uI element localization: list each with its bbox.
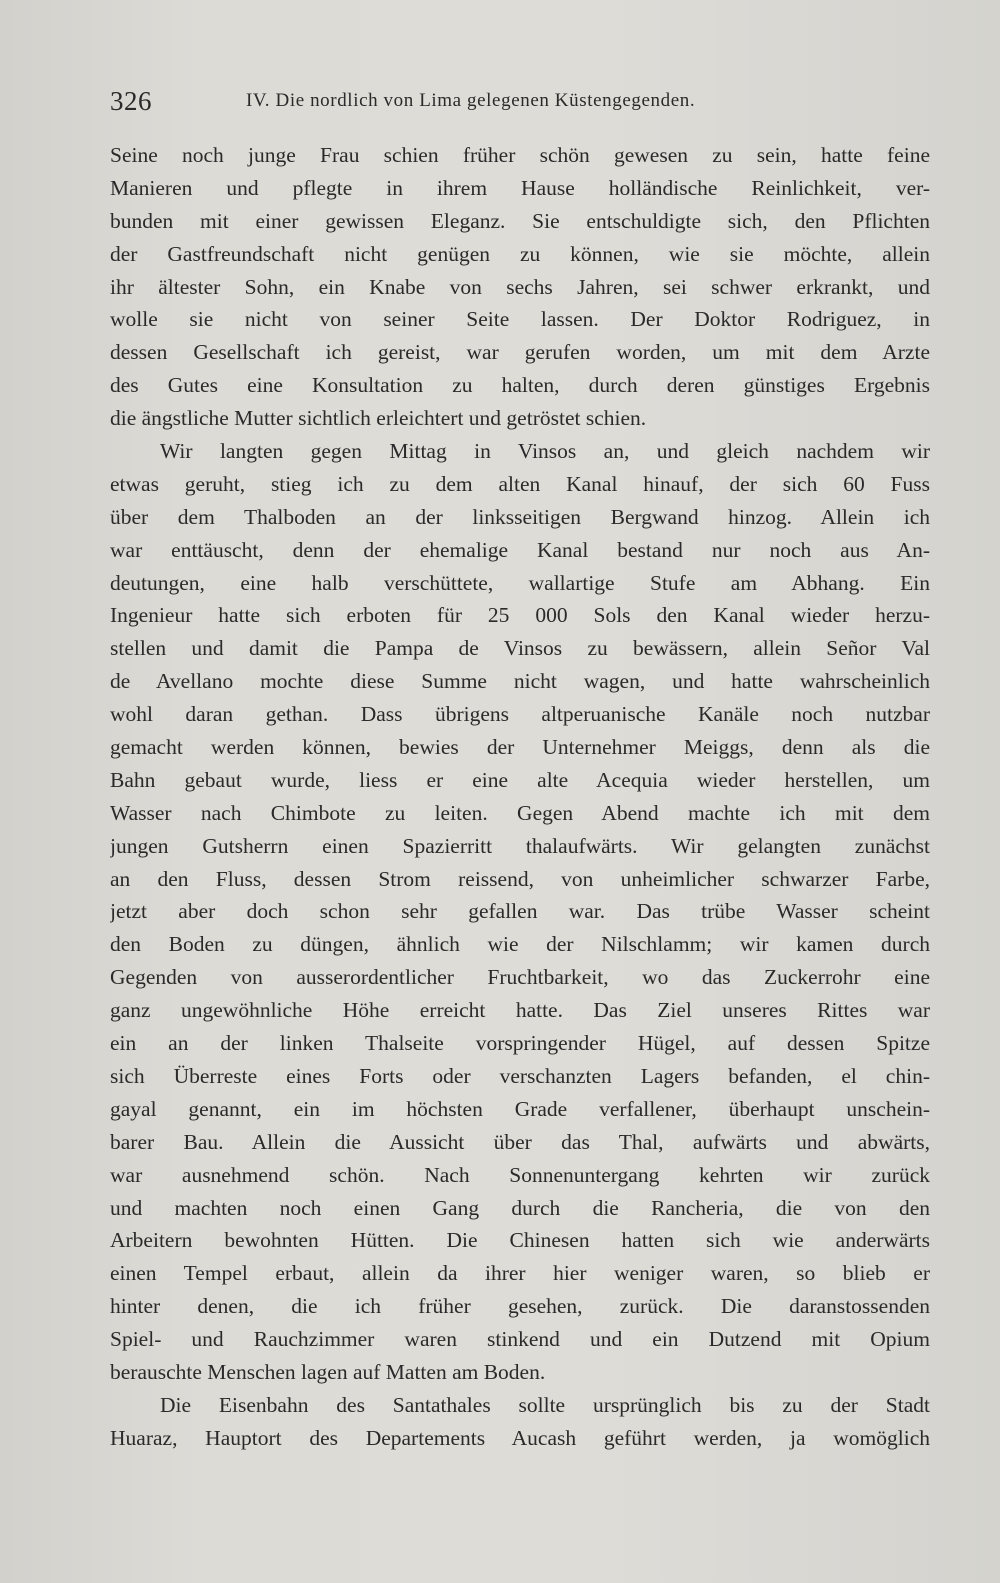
text-line: und machten noch einen Gang durch die Rancheria, die von den [110,1195,930,1220]
text-line: Wasser nach Chimbote zu leiten. Gegen Abend machte ich mit dem [110,800,930,825]
paragraph-end-line: berauschte Menschen lagen auf Matten am Boden. [110,1359,546,1384]
paragraph-start-line: Wir langten gegen Mittag in Vinsos an, und gleich nachdem wir [160,439,930,464]
text-line: Manieren und pflegte in ihrem Hause holländische Reinlichkeit, ver- [110,175,930,200]
text-line: gemacht werden können, bewies der Unternehmer Meiggs, denn als die [110,735,930,760]
text-line: bunden mit einer gewissen Eleganz. Sie entschuldigte sich, den Pflichten [110,208,930,233]
page-number: 326 [110,86,152,116]
text-line: war enttäuscht, denn der ehemalige Kanal bestand nur noch aus An- [110,537,930,562]
text-line: Bahn gebaut wurde, liess er eine alte Acequia wieder herstellen, um [110,767,930,792]
text-line: sich Überreste eines Forts oder verschanzten Lagers befanden, el chin- [110,1063,930,1088]
paragraph-end-line: die ängstliche Mutter sichtlich erleichtert und getröstet schien. [110,406,647,431]
text-line: Spiel- und Rauchzimmer waren stinkend und ein Dutzend mit Opium [110,1327,930,1352]
text-line: an den Fluss, dessen Strom reissend, von unheimlicher schwarzer Farbe, [110,866,930,891]
text-line: de Avellano mochte diese Summe nicht wagen, und hatte wahrscheinlich [110,669,930,694]
text-line: dessen Gesellschaft ich gereist, war gerufen worden, um mit dem Arzte [110,340,930,365]
text-line: Arbeitern bewohnten Hütten. Die Chinesen hatten sich wie anderwärts [110,1228,930,1253]
text-line: wolle sie nicht von seiner Seite lassen. Der Doktor Rodriguez, in [110,307,930,332]
paragraph-start-line: Die Eisenbahn des Santathales sollte ursprünglich bis zu der Stadt [160,1392,930,1417]
text-line: etwas geruht, stieg ich zu dem alten Kanal hinauf, der sich 60 Fuss [110,471,930,496]
text-line: Huaraz, Hauptort des Departements Aucash geführt werden, ja womöglich [110,1425,930,1450]
text-line: deutungen, eine halb verschüttete, wallartige Stufe am Abhang. Ein [110,570,930,595]
text-line: ein an der linken Thalseite vorspringender Hügel, auf dessen Spitze [110,1031,930,1056]
running-head: IV. Die nordlich von Lima gelegenen Küstengegenden. [246,90,696,111]
text-line: Seine noch junge Frau schien früher schön gewesen zu sein, hatte feine [110,143,930,167]
text-line: war ausnehmend schön. Nach Sonnenuntergang kehrten wir zurück [110,1162,930,1187]
text-line: ganz ungewöhnliche Höhe erreicht hatte. Das Ziel unseres Rittes war [110,998,930,1023]
page-header [110,86,930,122]
text-line: der Gastfreundschaft nicht genügen zu können, wie sie möchte, allein [110,241,930,266]
text-line: hinter denen, die ich früher gesehen, zurück. Die daranstossenden [110,1294,930,1319]
text-line: jungen Gutsherrn einen Spazierritt thalaufwärts. Wir gelangten zunächst [110,833,930,858]
text-line: jetzt aber doch schon sehr gefallen war. Das trübe Wasser scheint [110,899,930,924]
body-text [110,139,930,1455]
text-line: stellen und damit die Pampa de Vinsos zu bewässern, allein Señor Val [110,636,930,661]
text-line: Gegenden von ausserordentlicher Fruchtbarkeit, wo das Zuckerrohr eine [110,965,930,990]
text-line: ihr ältester Sohn, ein Knabe von sechs Jahren, sei schwer erkrankt, und [110,274,930,299]
text-line: des Gutes eine Konsultation zu halten, durch deren günstiges Ergebnis [110,373,930,398]
text-line: einen Tempel erbaut, allein da ihrer hier weniger waren, so blieb er [110,1261,930,1286]
text-line: über dem Thalboden an der linksseitigen Bergwand hinzog. Allein ich [110,504,930,529]
text-line: den Boden zu düngen, ähnlich wie der Nilschlamm; wir kamen durch [110,932,930,957]
text-line: Ingenieur hatte sich erboten für 25 000 Sols den Kanal wieder herzu- [110,603,930,628]
text-line: gayal genannt, ein im höchsten Grade verfallener, überhaupt unschein- [110,1096,930,1121]
text-line: barer Bau. Allein die Aussicht über das Thal, aufwärts und abwärts, [110,1129,930,1154]
text-line: wohl daran gethan. Dass übrigens altperuanische Kanäle noch nutzbar [110,702,930,727]
